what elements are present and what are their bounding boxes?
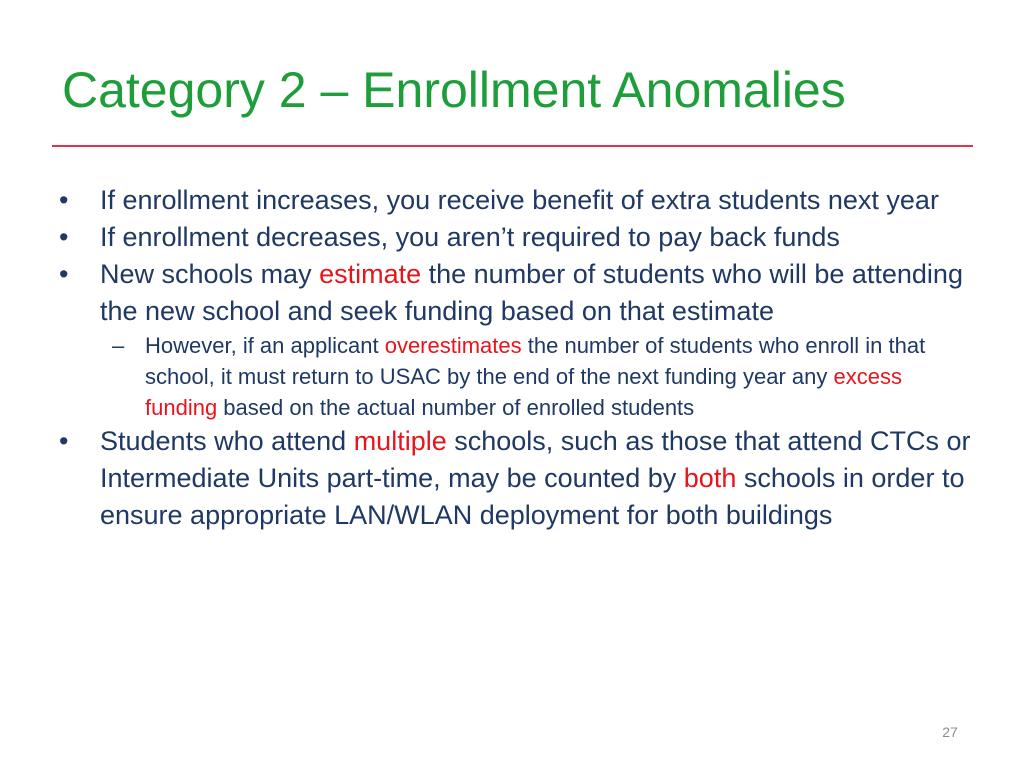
bullet-text: schools, such as those that attend CTCs or Intermediate Units part-time, may be counted by — [100, 426, 971, 493]
bullet-text: Students who attend — [100, 426, 354, 456]
bullet-text: If enrollment increases, you receive benefit of extra students next year — [100, 185, 939, 215]
page-number: 27 — [942, 724, 958, 740]
sub-bullet-text: based on the actual number of enrolled students — [217, 395, 695, 420]
highlight-multiple: multiple — [353, 426, 447, 456]
bullet-item-enrollment-decrease — [52, 219, 972, 256]
bullet-list — [52, 182, 972, 534]
sub-bullet-text: However, if an applicant — [145, 333, 385, 358]
bullet-item-multiple-schools — [52, 423, 972, 534]
bullet-dot-icon: • — [59, 222, 69, 252]
bullet-text: the number of students who will be attending the new school and seek funding based on that estimate — [100, 259, 963, 326]
bullet-text: New schools may — [100, 259, 320, 289]
bullet-dot-icon: • — [59, 259, 69, 289]
sub-bullet-text: the number of students who enroll in that school, it must return to USAC by the end of the next funding year any — [145, 333, 926, 389]
bullet-item-enrollment-increase — [52, 182, 972, 219]
highlight-overestimates: overestimates — [384, 333, 522, 358]
sub-bullet-item-overestimate — [100, 330, 972, 423]
slide-title: Category 2 – Enrollment Anomalies — [62, 62, 846, 118]
sub-list-container — [52, 330, 972, 423]
sub-list — [52, 330, 972, 423]
title-divider — [52, 145, 973, 147]
highlight-both: both — [683, 463, 737, 493]
highlight-excess-funding: excess funding — [145, 364, 902, 420]
bullet-text: schools in order to ensure appropriate LAN/WLAN deployment for both buildings — [100, 463, 965, 530]
bullet-dot-icon: • — [59, 426, 69, 456]
highlight-estimate: estimate — [319, 259, 422, 289]
dash-icon: – — [112, 333, 125, 358]
bullet-item-new-schools — [52, 256, 972, 330]
bullet-dot-icon: • — [59, 185, 69, 215]
bullet-text: If enrollment decreases, you aren’t required to pay back funds — [100, 222, 840, 252]
